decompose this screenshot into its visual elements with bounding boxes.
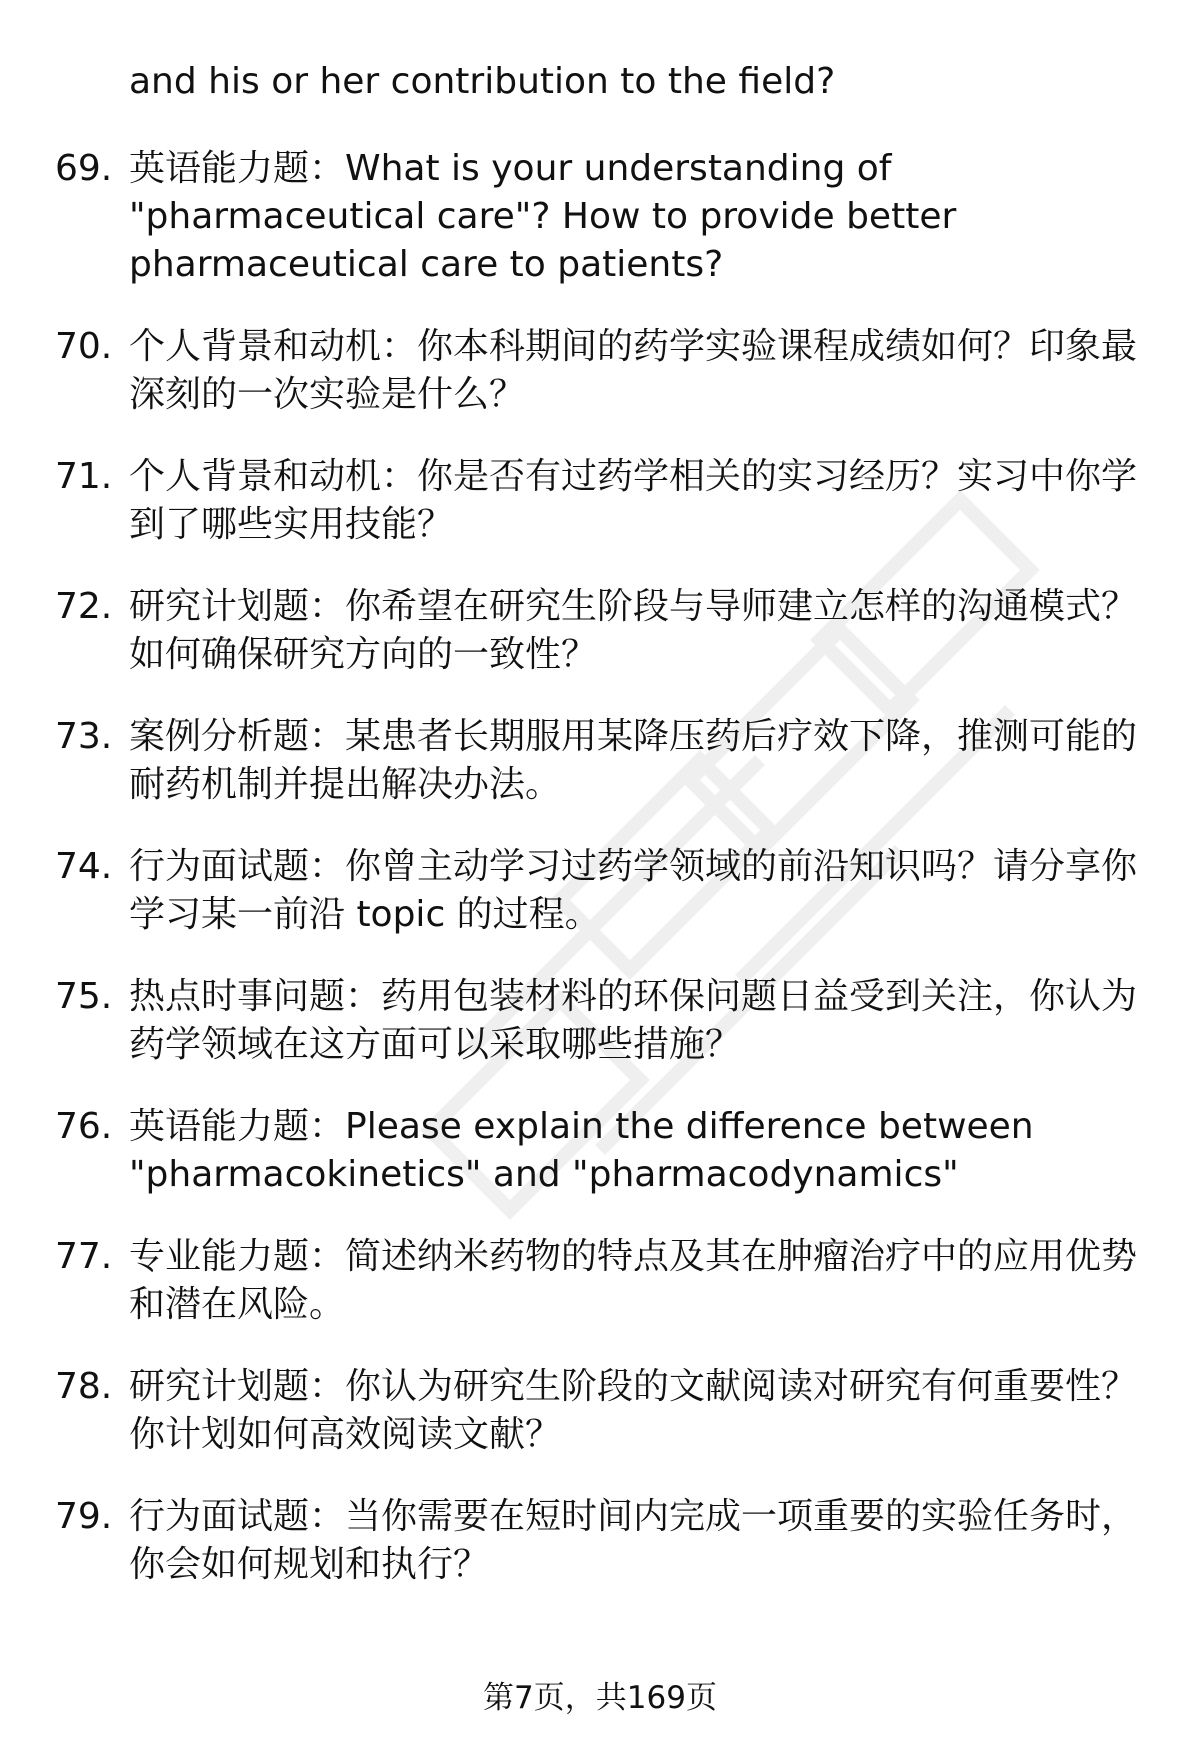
question-number: 77. [55,1236,113,1277]
question-number: 75. [55,976,113,1017]
question-text: 英语能力题：What is your understanding of "pharmaceutical care"? How to provide better pharmaceutical care to patients? [129,148,957,285]
question-text: 专业能力题：简述纳米药物的特点及其在肿瘤治疗中的应用优势和潜在风险。 [129,1236,1138,1325]
question-text: 行为面试题：当你需要在短时间内完成一项重要的实验任务时，你会如何规划和执行？ [129,1496,1138,1585]
page-footer: 第7页，共169页 [483,1680,717,1716]
question-text: 研究计划题：你认为研究生阶段的文献阅读对研究有何重要性？你计划如何高效阅读文献？ [129,1366,1138,1455]
question-text: 英语能力题：Please explain the difference between "pharmacokinetics" and "pharmacodynamics" [129,1106,1034,1195]
question-item [0,583,1200,679]
question-item [0,1233,1200,1329]
question-number: 71. [55,456,113,497]
question-number: 72. [55,586,113,627]
question-number: 70. [55,326,113,367]
question-text: 研究计划题：你希望在研究生阶段与导师建立怎样的沟通模式？如何确保研究方向的一致性？ [129,586,1138,675]
question-item [0,145,1200,289]
continuation-text: and his or her contribution to the field? [129,61,836,102]
question-text: 行为面试题：你曾主动学习过药学领域的前沿知识吗？请分享你学习某一前沿 topic 的过程。 [129,846,1138,935]
question-number: 73. [55,716,113,757]
question-text: 案例分析题：某患者长期服用某降压药后疗效下降，推测可能的耐药机制并提出解决办法。 [129,716,1138,805]
question-text: 热点时事问题：药用包装材料的环保问题日益受到关注，你认为药学领域在这方面可以采取哪些措施？ [129,976,1138,1065]
question-item [0,1493,1200,1589]
question-text: 个人背景和动机：你本科期间的药学实验课程成绩如何？印象最深刻的一次实验是什么？ [129,326,1138,415]
question-number: 78. [55,1366,113,1407]
question-item [0,713,1200,809]
question-item [0,453,1200,549]
question-number: 69. [55,148,113,189]
question-number: 74. [55,846,113,887]
question-item [0,973,1200,1069]
question-text: 个人背景和动机：你是否有过药学相关的实习经历？实习中你学到了哪些实用技能？ [129,456,1138,545]
question-item [0,1103,1200,1199]
question-number: 79. [55,1496,113,1537]
question-item [0,323,1200,419]
question-item [0,843,1200,939]
question-number: 76. [55,1106,113,1147]
question-item [0,1363,1200,1459]
question-list [0,145,1200,1623]
